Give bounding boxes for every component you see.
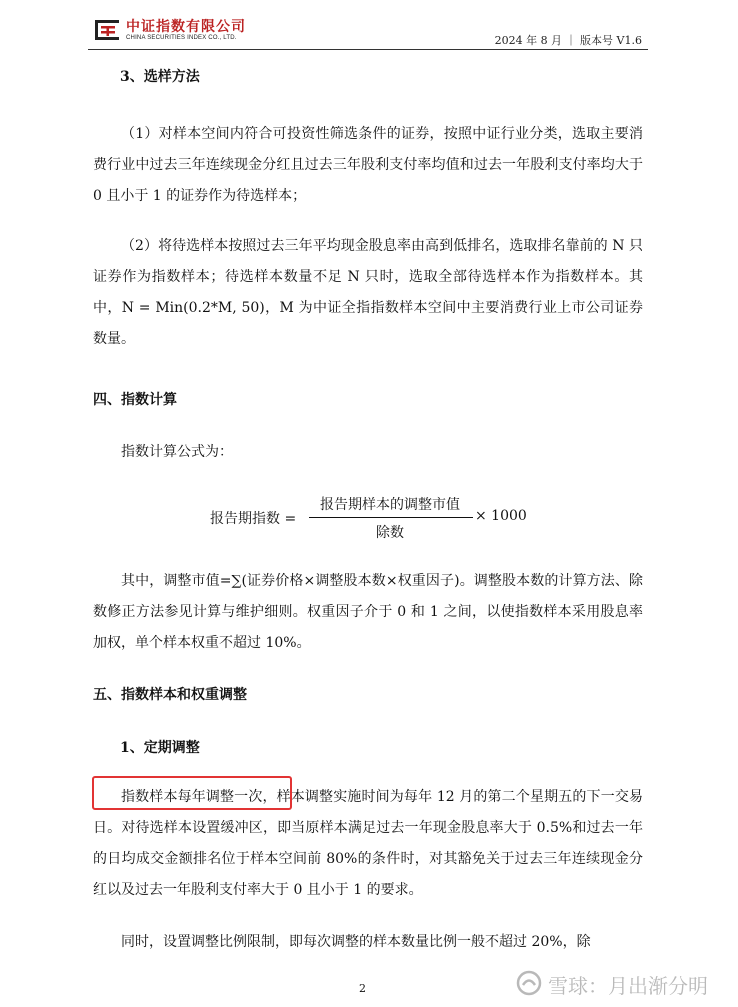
fraction-bar <box>309 517 473 518</box>
csi-logo <box>94 18 254 46</box>
formula-denominator: 除数 <box>376 525 404 541</box>
paragraph-selection-step2: （2）将待选样本按照过去三年平均现金股息率由高到低排名，选取排名靠前的 N 只证券作为指数样本；待选样本数量不足 N 只时，选取全部待选样本作为指数样本。其中，N = Min(0.2*M, 50)，M 为中证全指指数样本空间中主要消费行业上市公司证券数量。 <box>93 238 643 347</box>
highlight-annotation-box <box>92 776 292 810</box>
page-header <box>88 14 648 50</box>
xueqiu-watermark <box>516 968 726 998</box>
section-heading-index-calculation: 四、指数计算 <box>93 392 177 408</box>
formula-multiplier: × 1000 <box>475 508 527 524</box>
formula-lhs: 报告期指数 = <box>210 511 297 527</box>
formula-intro: 指数计算公式为： <box>121 444 233 460</box>
paragraph-adjustment-limit: 同时，设置调整比例限制，即每次调整的样本数量比例一般不超过 20%，除 <box>121 934 591 950</box>
csi-logo-icon <box>94 18 120 42</box>
version-info: 2024 年 8 月 ｜ 版本号 V1.6 <box>494 34 642 47</box>
section-heading-adjustment: 五、指数样本和权重调整 <box>93 687 247 703</box>
paragraph-calculation-details: 其中，调整市值=∑(证券价格×调整股本数×权重因子)。调整股本数的计算方法、除数修正方法参见计算与维护细则。权重因子介于 0 和 1 之间，以使指数样本采用股息率加权，单个样本权重不超过 10%。 <box>93 573 643 651</box>
logo-english-name: CHINA SECURITIES INDEX CO., LTD. <box>126 35 237 41</box>
section-heading-selection-method: 3、选样方法 <box>120 69 200 85</box>
index-formula <box>207 494 537 544</box>
logo-chinese-name: 中证指数有限公司 <box>126 19 246 35</box>
subsection-heading-periodic-adjustment: 1、定期调整 <box>120 740 200 756</box>
paragraph-selection-step1: （1）对样本空间内符合可投资性筛选条件的证券，按照中证行业分类，选取主要消费行业中过去三年连续现金分红且过去三年股利支付率均值和过去一年股利支付率均大于 0 且小于 1 的证券作为待选样本； <box>93 126 643 204</box>
paragraph-periodic-adjustment: 指数样本每年调整一次，样本调整实施时间为每年 12 月的第二个星期五的下一交易日。对待选样本设置缓冲区，即当原样本满足过去一年现金股息率大于 0.5%和过去一年的日均成交金额排名位于样本空间前 80%的条件时，对其豁免关于过去三年连续现金分红以及过去一年股利支付率大于 0 且小于 1 的要求。 <box>93 789 643 898</box>
watermark-text: 雪球：月出渐分明 <box>548 974 708 998</box>
page-number: 2 <box>359 982 366 995</box>
snowball-icon <box>516 970 542 996</box>
formula-numerator: 报告期样本的调整市值 <box>320 497 460 513</box>
